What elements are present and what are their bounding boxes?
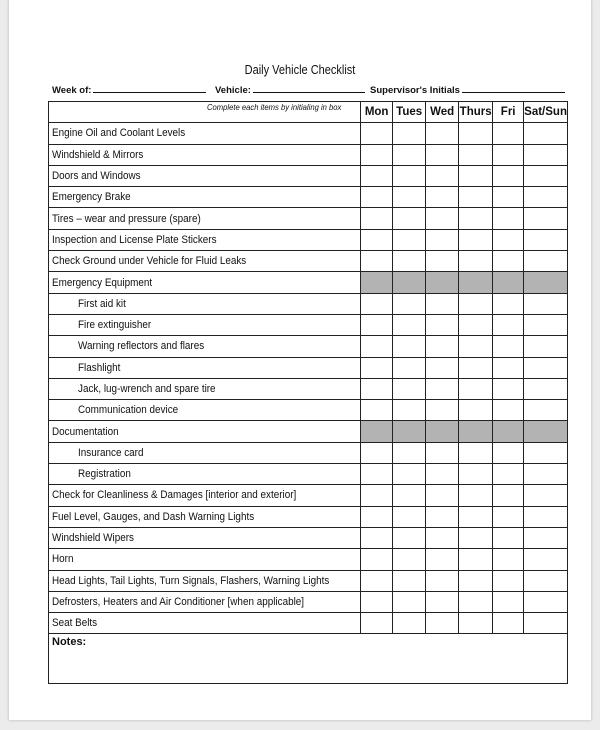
initial-box[interactable]	[393, 378, 426, 399]
initial-box[interactable]	[361, 187, 393, 208]
vehicle-line	[253, 83, 365, 93]
table-row	[49, 144, 568, 165]
initial-box[interactable]	[361, 400, 393, 421]
initial-box[interactable]	[524, 485, 568, 506]
section-row	[49, 421, 568, 442]
item-label-text: Flashlight	[78, 361, 121, 374]
initial-box[interactable]	[524, 336, 568, 357]
item-label	[49, 229, 361, 250]
initial-box[interactable]	[361, 527, 393, 548]
initial-box[interactable]	[361, 251, 393, 272]
initial-box[interactable]	[361, 165, 393, 186]
item-label-text: Insurance card	[78, 446, 144, 459]
initial-box[interactable]	[393, 293, 426, 314]
initial-box[interactable]	[361, 229, 393, 250]
initial-box[interactable]	[493, 613, 524, 634]
initial-box[interactable]	[393, 485, 426, 506]
item-label-text: Documentation	[52, 425, 119, 438]
item-label	[49, 293, 361, 314]
week-of-field[interactable]	[52, 83, 206, 96]
item-label-text: Emergency Equipment	[52, 276, 153, 289]
initial-box[interactable]	[459, 357, 493, 378]
item-label-text: Seat Belts	[52, 617, 98, 630]
initial-box[interactable]	[361, 570, 393, 591]
item-label	[49, 485, 361, 506]
initial-box[interactable]	[361, 293, 393, 314]
shaded-cell	[493, 421, 524, 442]
week-of-line	[93, 83, 206, 93]
initial-box[interactable]	[459, 378, 493, 399]
item-label-text: Communication device	[78, 404, 179, 417]
item-label	[49, 208, 361, 229]
initial-box[interactable]	[361, 144, 393, 165]
initial-box[interactable]	[493, 442, 524, 463]
item-label-text: Inspection and License Plate Stickers	[52, 233, 217, 246]
initial-box[interactable]	[361, 123, 393, 144]
initial-box[interactable]	[426, 570, 459, 591]
initial-box[interactable]	[493, 187, 524, 208]
shaded-cell	[426, 272, 459, 293]
item-label	[49, 591, 361, 612]
shaded-cell	[459, 272, 493, 293]
initial-box[interactable]	[524, 506, 568, 527]
week-of-label: Week of:	[52, 85, 92, 96]
item-label	[49, 527, 361, 548]
initial-box[interactable]	[524, 549, 568, 570]
initial-box[interactable]	[426, 144, 459, 165]
initial-box[interactable]	[393, 570, 426, 591]
initial-box[interactable]	[361, 549, 393, 570]
table-row	[49, 123, 568, 144]
item-label-text: Engine Oil and Coolant Levels	[52, 127, 186, 140]
initial-box[interactable]	[426, 378, 459, 399]
item-label-text: Head Lights, Tail Lights, Turn Signals, Flashers, Warning Lights	[52, 574, 330, 587]
initial-box[interactable]	[393, 613, 426, 634]
initial-box[interactable]	[361, 378, 393, 399]
initial-box[interactable]	[459, 400, 493, 421]
section-row	[49, 272, 568, 293]
initial-box[interactable]	[426, 549, 459, 570]
initial-box[interactable]	[393, 123, 426, 144]
initial-box[interactable]	[493, 591, 524, 612]
initial-box[interactable]	[459, 187, 493, 208]
item-label	[49, 442, 361, 463]
initial-box[interactable]	[493, 378, 524, 399]
initial-box[interactable]	[426, 187, 459, 208]
initial-box[interactable]	[524, 123, 568, 144]
initial-box[interactable]	[524, 464, 568, 485]
day-header-fri: Fri	[493, 102, 524, 123]
table-row	[49, 485, 568, 506]
initial-box[interactable]	[426, 336, 459, 357]
initial-box[interactable]	[459, 336, 493, 357]
initial-box[interactable]	[426, 314, 459, 335]
initial-box[interactable]	[524, 378, 568, 399]
item-label	[49, 378, 361, 399]
initial-box[interactable]	[393, 442, 426, 463]
table-row	[49, 336, 568, 357]
initial-box[interactable]	[459, 229, 493, 250]
item-label	[49, 421, 361, 442]
initial-box[interactable]	[393, 591, 426, 612]
item-label	[49, 549, 361, 570]
initial-box[interactable]	[459, 464, 493, 485]
supervisor-initials-label: Supervisor's Initials	[370, 85, 460, 96]
initial-box[interactable]	[361, 208, 393, 229]
initial-box[interactable]	[426, 442, 459, 463]
initial-box[interactable]	[524, 208, 568, 229]
initial-box[interactable]	[426, 208, 459, 229]
item-label	[49, 357, 361, 378]
initial-box[interactable]	[524, 400, 568, 421]
initial-box[interactable]	[493, 464, 524, 485]
item-label	[49, 570, 361, 591]
initial-box[interactable]	[493, 400, 524, 421]
table-row	[49, 314, 568, 335]
item-label-text: Emergency Brake	[52, 191, 131, 204]
initial-box[interactable]	[393, 357, 426, 378]
initial-box[interactable]	[426, 165, 459, 186]
table-row	[49, 357, 568, 378]
initial-box[interactable]	[426, 229, 459, 250]
initial-box[interactable]	[524, 442, 568, 463]
initial-box[interactable]	[459, 485, 493, 506]
initial-box[interactable]	[361, 442, 393, 463]
vehicle-label: Vehicle:	[215, 85, 251, 96]
initial-box[interactable]	[493, 123, 524, 144]
checklist-page	[9, 0, 591, 720]
initial-box[interactable]	[524, 570, 568, 591]
initial-box[interactable]	[426, 527, 459, 548]
instruction-cell	[49, 102, 361, 123]
initial-box[interactable]	[459, 314, 493, 335]
initial-box[interactable]	[426, 464, 459, 485]
item-label-text: First aid kit	[78, 297, 126, 310]
initial-box[interactable]	[459, 123, 493, 144]
item-label-text: Registration	[78, 468, 131, 481]
item-label	[49, 272, 361, 293]
day-header-tues: Tues	[393, 102, 426, 123]
initial-box[interactable]	[361, 485, 393, 506]
table-row	[49, 378, 568, 399]
initial-box[interactable]	[393, 400, 426, 421]
initial-box[interactable]	[426, 293, 459, 314]
initial-box[interactable]	[459, 165, 493, 186]
item-label	[49, 123, 361, 144]
table-row	[49, 165, 568, 186]
vehicle-field[interactable]	[215, 83, 365, 96]
item-label	[49, 144, 361, 165]
initial-box[interactable]	[524, 613, 568, 634]
initial-box[interactable]	[426, 506, 459, 527]
initial-box[interactable]	[493, 549, 524, 570]
table-row	[49, 527, 568, 548]
initial-box[interactable]	[459, 613, 493, 634]
item-label	[49, 613, 361, 634]
initial-box[interactable]	[361, 314, 393, 335]
item-label	[49, 165, 361, 186]
item-label-text: Doors and Windows	[52, 170, 141, 183]
initial-box[interactable]	[361, 591, 393, 612]
initial-box[interactable]	[524, 357, 568, 378]
shaded-cell	[361, 421, 393, 442]
item-label-text: Fuel Level, Gauges, and Dash Warning Lights	[52, 510, 255, 523]
table-row	[49, 570, 568, 591]
item-label-text: Windshield & Mirrors	[52, 148, 144, 161]
initial-box[interactable]	[393, 314, 426, 335]
supervisor-initials-line	[462, 83, 565, 93]
item-label	[49, 251, 361, 272]
initial-box[interactable]	[524, 187, 568, 208]
initial-box[interactable]	[524, 293, 568, 314]
initial-box[interactable]	[493, 485, 524, 506]
item-label	[49, 506, 361, 527]
day-header-mon: Mon	[361, 102, 393, 123]
item-label-text: Check Ground under Vehicle for Fluid Leaks	[52, 255, 247, 268]
shaded-cell	[459, 421, 493, 442]
initial-box[interactable]	[459, 293, 493, 314]
item-label-text: Fire extinguisher	[78, 319, 152, 332]
initial-box[interactable]	[493, 208, 524, 229]
initial-box[interactable]	[459, 442, 493, 463]
table-row	[49, 591, 568, 612]
initial-box[interactable]	[524, 251, 568, 272]
table-header-row	[49, 102, 568, 123]
shaded-cell	[426, 421, 459, 442]
initial-box[interactable]	[493, 293, 524, 314]
initial-box[interactable]	[493, 506, 524, 527]
notes-row[interactable]	[49, 634, 568, 684]
initial-box[interactable]	[524, 314, 568, 335]
initial-box[interactable]	[426, 251, 459, 272]
item-label-text: Windshield Wipers	[52, 532, 134, 545]
initial-box[interactable]	[426, 613, 459, 634]
initial-box[interactable]	[524, 165, 568, 186]
item-label-text: Tires – wear and pressure (spare)	[52, 212, 201, 225]
initial-box[interactable]	[459, 506, 493, 527]
initial-box[interactable]	[493, 251, 524, 272]
item-label-text: Check for Cleanliness & Damages [interior and exterior]	[52, 489, 297, 502]
shaded-cell	[524, 272, 568, 293]
day-header-wed: Wed	[426, 102, 459, 123]
shaded-cell	[393, 421, 426, 442]
table-row	[49, 400, 568, 421]
initial-box[interactable]	[393, 144, 426, 165]
initial-box[interactable]	[361, 506, 393, 527]
shaded-cell	[393, 272, 426, 293]
initial-box[interactable]	[493, 314, 524, 335]
item-label-text: Warning reflectors and flares	[78, 340, 205, 353]
initial-box[interactable]	[393, 464, 426, 485]
initial-box[interactable]	[459, 549, 493, 570]
item-label-text: Defrosters, Heaters and Air Conditioner [when applicable]	[52, 595, 305, 608]
initial-box[interactable]	[524, 144, 568, 165]
notes-label[interactable]: Notes:	[49, 634, 568, 684]
initial-box[interactable]	[493, 527, 524, 548]
day-header-sat-sun: Sat/Sun	[524, 102, 568, 123]
table-row	[49, 613, 568, 634]
initial-box[interactable]	[493, 165, 524, 186]
initial-box[interactable]	[524, 229, 568, 250]
initial-box[interactable]	[393, 336, 426, 357]
initial-box[interactable]	[361, 357, 393, 378]
table-row	[49, 208, 568, 229]
initial-box[interactable]	[493, 229, 524, 250]
supervisor-initials-field[interactable]	[370, 83, 565, 96]
initial-box[interactable]	[393, 229, 426, 250]
initial-box[interactable]	[393, 549, 426, 570]
table-row	[49, 229, 568, 250]
table-row	[49, 187, 568, 208]
initial-box[interactable]	[426, 591, 459, 612]
item-label-text: Horn	[52, 553, 74, 566]
initial-box[interactable]	[459, 591, 493, 612]
initial-box[interactable]	[361, 336, 393, 357]
initial-box[interactable]	[493, 570, 524, 591]
table-row	[49, 464, 568, 485]
initial-box[interactable]	[361, 464, 393, 485]
initial-box[interactable]	[459, 144, 493, 165]
initial-box[interactable]	[426, 123, 459, 144]
shaded-cell	[524, 421, 568, 442]
initial-box[interactable]	[393, 165, 426, 186]
initial-box[interactable]	[426, 485, 459, 506]
item-label	[49, 314, 361, 335]
item-label	[49, 336, 361, 357]
table-row	[49, 549, 568, 570]
initial-box[interactable]	[493, 336, 524, 357]
initial-box[interactable]	[393, 527, 426, 548]
initial-box[interactable]	[393, 251, 426, 272]
item-label	[49, 400, 361, 421]
shaded-cell	[361, 272, 393, 293]
initial-box[interactable]	[459, 527, 493, 548]
day-header-thurs: Thurs	[459, 102, 493, 123]
table-row	[49, 293, 568, 314]
initial-box[interactable]	[493, 357, 524, 378]
initial-box[interactable]	[361, 613, 393, 634]
item-label	[49, 464, 361, 485]
table-row	[49, 506, 568, 527]
initial-box[interactable]	[393, 208, 426, 229]
item-label-text: Jack, lug-wrench and spare tire	[78, 383, 216, 395]
initial-box[interactable]	[426, 400, 459, 421]
initial-box[interactable]	[393, 187, 426, 208]
table-row	[49, 251, 568, 272]
instruction-text: Complete each items by initialing in box	[206, 102, 342, 112]
item-label	[49, 187, 361, 208]
initial-box[interactable]	[459, 570, 493, 591]
initial-box[interactable]	[524, 591, 568, 612]
shaded-cell	[493, 272, 524, 293]
initial-box[interactable]	[459, 251, 493, 272]
initial-box[interactable]	[493, 144, 524, 165]
initial-box[interactable]	[459, 208, 493, 229]
initial-box[interactable]	[426, 357, 459, 378]
initial-box[interactable]	[524, 527, 568, 548]
checklist-table	[48, 101, 568, 684]
page-title: Daily Vehicle Checklist	[244, 63, 356, 77]
initial-box[interactable]	[393, 506, 426, 527]
table-row	[49, 442, 568, 463]
